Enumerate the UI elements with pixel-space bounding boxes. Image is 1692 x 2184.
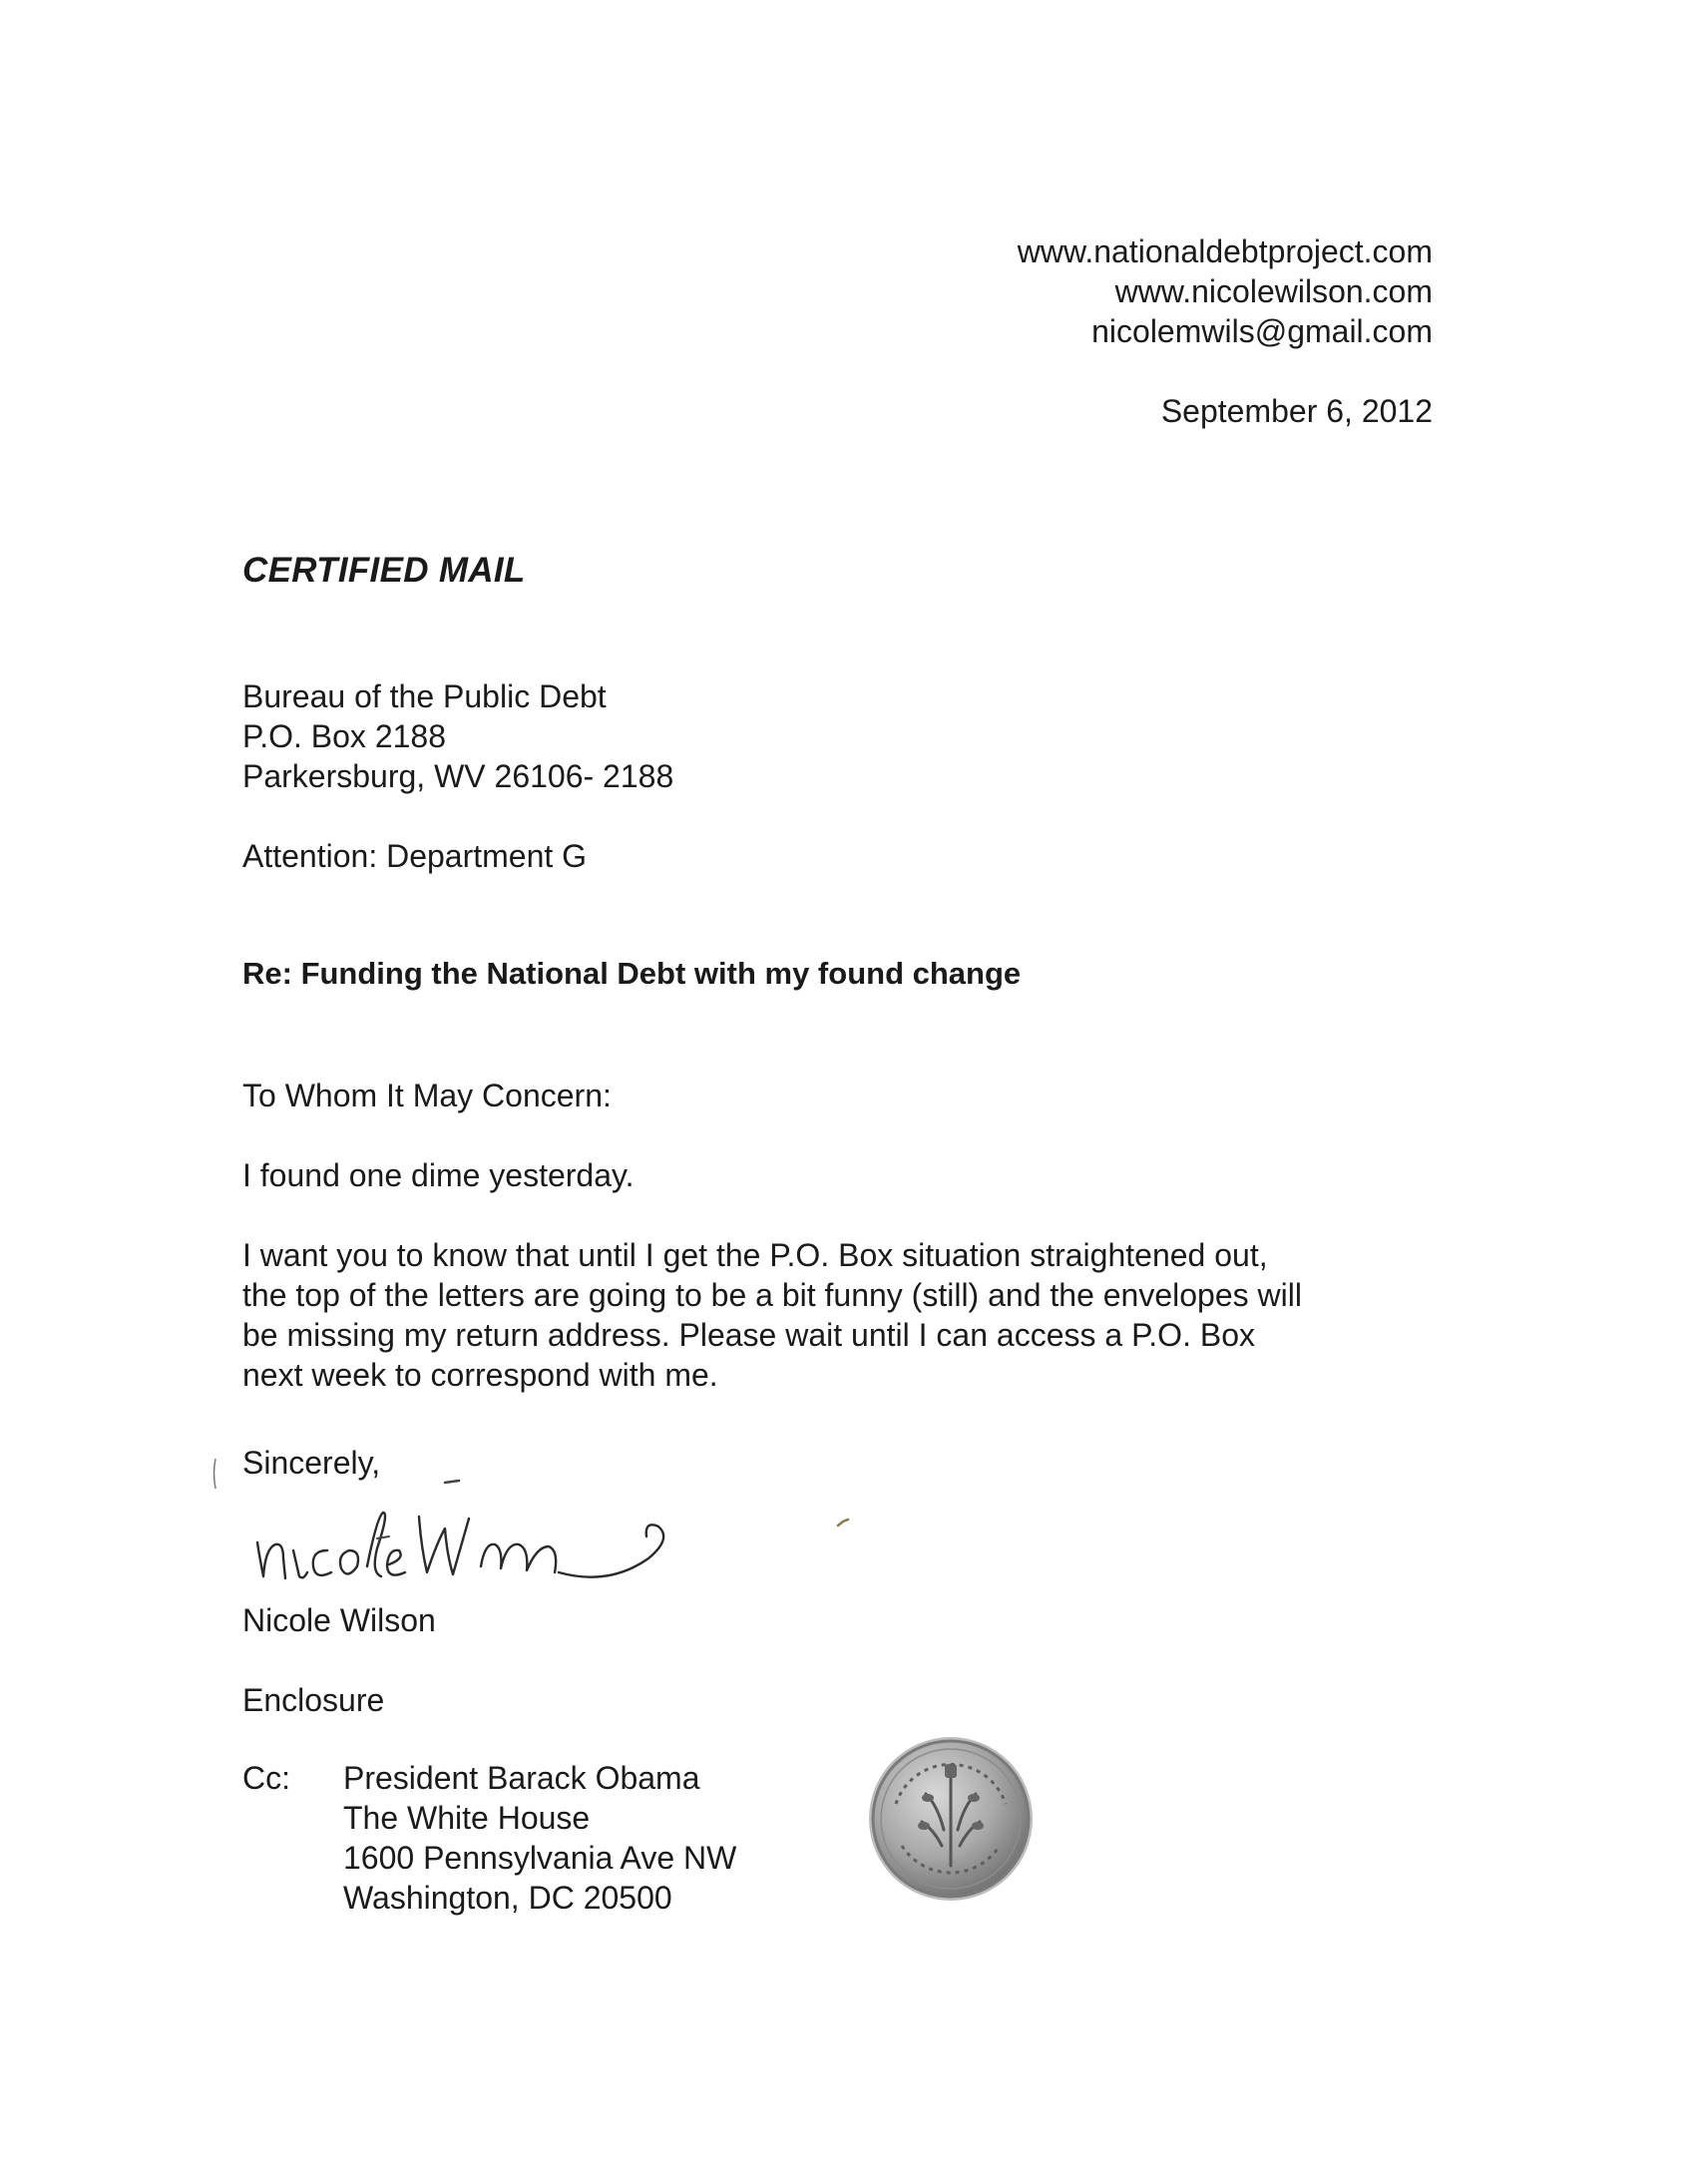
paragraph-line: next week to correspond with me. xyxy=(242,1357,718,1393)
closing-sincerely: Sincerely, xyxy=(242,1445,381,1481)
cc-line: President Barack Obama xyxy=(343,1760,700,1796)
recipient-city: Parkersburg, WV 26106- 2188 xyxy=(242,758,674,794)
recipient-po-box: P.O. Box 2188 xyxy=(242,718,446,754)
scan-mark xyxy=(212,1457,217,1491)
salutation: To Whom It May Concern: xyxy=(242,1078,612,1113)
contact-header xyxy=(1018,231,1433,351)
letter-date: September 6, 2012 xyxy=(1160,393,1433,429)
attention-line: Attention: Department G xyxy=(242,838,588,874)
email-link[interactable]: nicolemwils@gmail.com xyxy=(1091,313,1433,349)
paragraph-line: be missing my return address. Please wait until I can access a P.O. Box xyxy=(242,1317,1255,1353)
enclosure-note: Enclosure xyxy=(242,1682,385,1718)
signature-icon xyxy=(249,1477,708,1616)
subject-line: Re: Funding the National Debt with my found change xyxy=(242,956,1022,991)
cc-line: Washington, DC 20500 xyxy=(343,1880,672,1916)
website-link-national-debt[interactable]: www.nationaldebtproject.com xyxy=(1017,233,1433,269)
paragraph-line: I want you to know that until I get the P.O. Box situation straightened out, xyxy=(242,1237,1268,1273)
cc-line: The White House xyxy=(343,1800,591,1836)
paragraph-line: the top of the letters are going to be a bit funny (still) and the envelopes will xyxy=(242,1277,1302,1313)
website-link-personal[interactable]: www.nicolewilson.com xyxy=(1114,273,1433,309)
dime-coin-icon xyxy=(866,1734,1036,1904)
recipient-address xyxy=(242,676,673,796)
body-paragraph-1: I found one dime yesterday. xyxy=(242,1157,634,1193)
cc-label: Cc: xyxy=(242,1760,290,1796)
certified-mail-heading: CERTIFIED MAIL xyxy=(242,551,526,590)
cc-line: 1600 Pennsylvania Ave NW xyxy=(343,1840,737,1876)
body-paragraph-2 xyxy=(242,1235,1460,1395)
signer-name: Nicole Wilson xyxy=(242,1602,436,1638)
cc-address xyxy=(343,1758,736,1918)
recipient-org: Bureau of the Public Debt xyxy=(242,678,607,714)
paper-speck xyxy=(836,1497,850,1507)
